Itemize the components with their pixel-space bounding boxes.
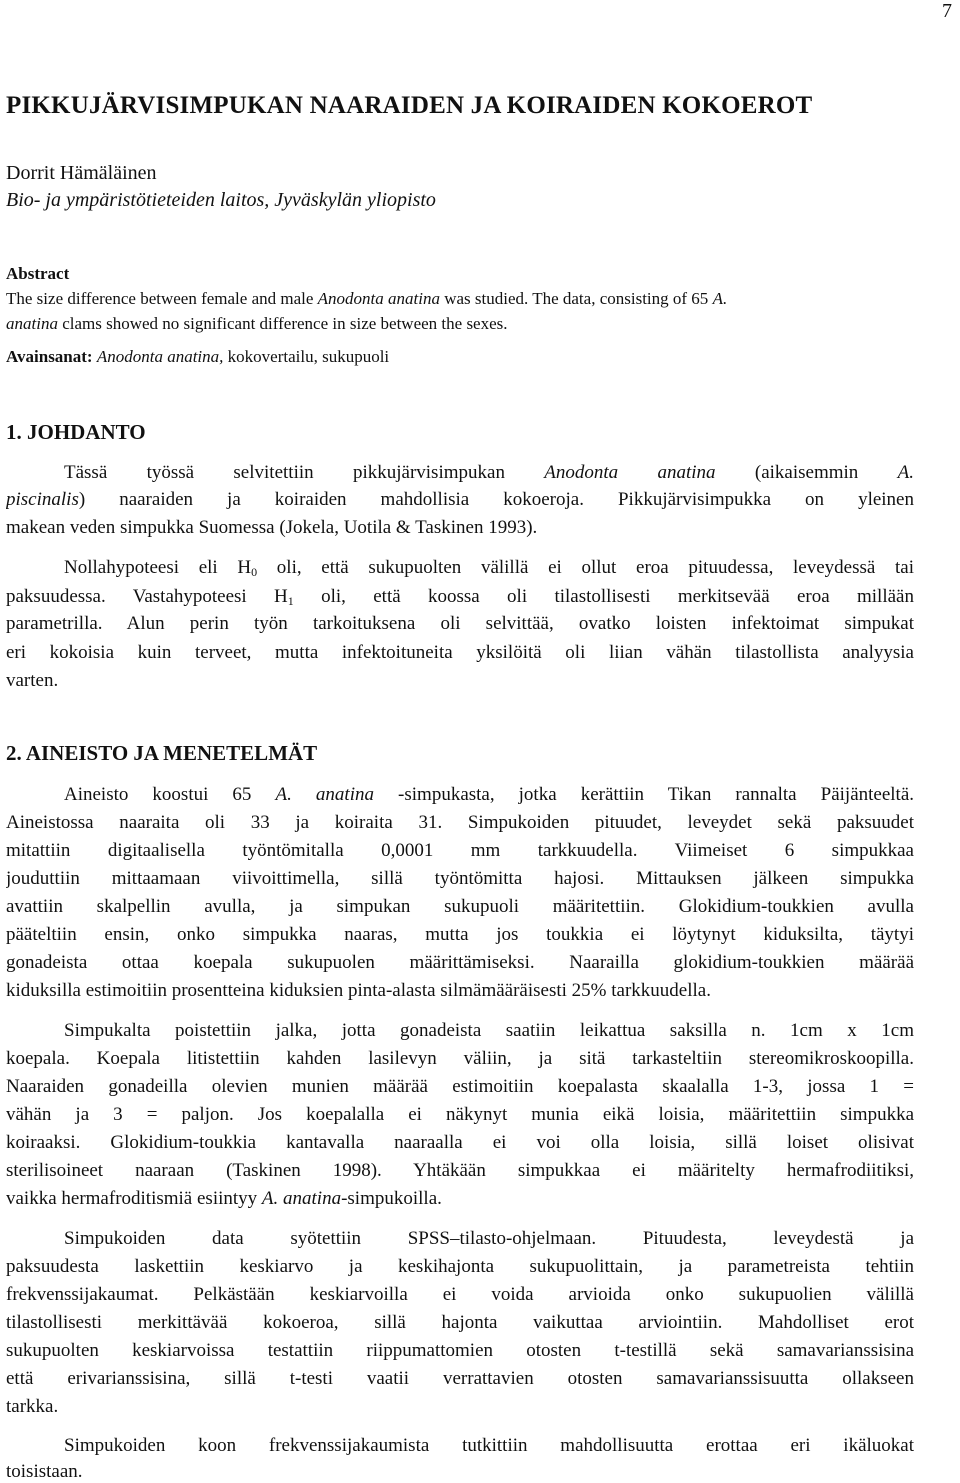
paragraph-line: tarkka. [6,1396,59,1417]
paragraph-line: koepala. Koepala litistettiin kahden lasilevyn väliin, ja sitä tarkasteltiin stereomikroskoopilla. [6,1048,914,1069]
abstract-heading: Abstract [6,264,70,283]
paragraph-line: vaikka hermafroditismiä esiintyy A. anatina-simpukoilla. [6,1188,442,1209]
paragraph-line: tilastollisesti merkittävää kokoeroa, sillä hajonta vaikuttaa arviointiin. Mahdolliset erot [6,1312,914,1333]
page-title: PIKKUJÄRVISIMPUKAN NAARAIDEN JA KOIRAIDEN KOKOEROT [6,92,813,119]
section-heading-materials-methods: 2. AINEISTO JA MENETELMÄT [6,741,318,765]
section-heading-introduction: 1. JOHDANTO [6,420,146,444]
paragraph-line: Simpukoiden koon frekvenssijakaumista tutkittiin mahdollisuutta erottaa eri ikäluokat [64,1435,914,1456]
paragraph-line: sterilisoineet naaraan (Taskinen 1998). Yhtäkään simpukkaa ei määritelty hermafrodiitiksi, [6,1160,914,1181]
author-affiliation: Bio- ja ympäristötieteiden laitos, Jyväskylän yliopisto [6,189,436,211]
paragraph-line: Simpukoiden data syötettiin SPSS–tilasto-ohjelmaan. Pituudesta, leveydestä ja [64,1228,914,1249]
paragraph-line: paksuudesta laskettiin keskiarvo ja keskihajonta sukupuolittain, ja parametreista tehtiin [6,1256,914,1277]
paragraph-line: sukupuolten keskiarvoissa testattiin riippumattomien otosten t-testillä sekä samavarianssisina [6,1340,914,1361]
keywords: Avainsanat: Anodonta anatina, kokovertailu, sukupuoli [6,347,390,366]
paragraph-line: koiraaksi. Glokidium-toukkia kantavalla naaraalla ei voi olla loisia, sillä loiset olisivat [6,1132,914,1153]
paragraph-line: gonadeista ottaa koepala sukupuolen määrittämiseksi. Naarailla glokidium-toukkien määrää [6,952,914,973]
paragraph-line: Aineisto koostui 65 A. anatina -simpukasta, jotka kerättiin Tikan rannalta Päijänteeltä. [64,784,914,805]
paragraph-line: varten. [6,670,59,691]
paragraph-line: toisistaan. [6,1461,83,1482]
paragraph-line: parametrilla. Alun perin työn tarkoituksena oli selvittää, ovatko loisten infektoimat simpukat [6,613,914,634]
page-number: 7 [942,0,952,22]
abstract-line: anatina clams showed no significant difference in size between the sexes. [6,314,508,333]
paragraph-line: kiduksilla estimoitiin prosentteina kiduksien pinta-alasta silmämääräisesti 25% tarkkuudella. [6,980,711,1001]
abstract-line: The size difference between female and male Anodonta anatina was studied. The data, consisting of 65 A. [6,289,728,308]
paragraph-line: Naaraiden gonadeilla olevien munien määrää estimoitiin koepalasta skaalalla 1-3, jossa 1 = [6,1076,914,1097]
paragraph-line: että erivarianssisina, sillä t-testi vaatii verrattavien otosten samavarianssisuutta ollakseen [6,1368,914,1389]
paragraph-line: Aineistossa naaraita oli 33 ja koiraita 31. Simpukoiden pituudet, leveydet sekä paksuudet [6,812,914,833]
paragraph-line: Tässä työssä selvitettiin pikkujärvisimpukan Anodonta anatina (aikaisemmin A. [64,462,914,483]
paragraph-line: Simpukalta poistettiin jalka, jotta gonadeista saatiin leikattua saksilla n. 1cm x 1cm [64,1020,914,1041]
paragraph-line: mitattiin digitaalisella työntömitalla 0,0001 mm tarkkuudella. Viimeiset 6 simpukkaa [6,840,914,861]
paragraph-line: makean veden simpukka Suomessa (Jokela, Uotila & Taskinen 1993). [6,517,538,538]
author-name: Dorrit Hämäläinen [6,162,157,184]
paragraph-line: jouduttiin mittaamaan viivoittimella, sillä työntömitta hajosi. Mittauksen jälkeen simpukka [6,868,914,889]
paragraph-line: Nollahypoteesi eli $H_0$ oli, että sukupuolten välillä ei ollut eroa pituudessa, leveydessä tai [64,557,914,579]
paragraph-line: paksuudessa. Vastahypoteesi $H_1$ oli, että koossa oli tilastollisesti merkitsevää eroa millään [6,586,914,608]
paragraph-line: piscinalis) naaraiden ja koiraiden mahdollisia kokoeroja. Pikkujärvisimpukka on yleinen [6,489,914,510]
paragraph-line: eri kokoisia kuin terveet, mutta infektoituneita yksilöitä oli liian vähän tilastollista analyysia [6,642,914,663]
paragraph-line: vähän ja 3 = paljon. Jos koepalalla ei näkynyt munia eikä loisia, määritettiin simpukka [6,1104,914,1125]
paragraph-line: frekvenssijakaumat. Pelkästään keskiarvoilla ei voida arvioida onko sukupuolien välillä [6,1284,914,1305]
paragraph-line: avattiin skalpellin avulla, ja simpukan sukupuoli määritettiin. Glokidium-toukkien avulla [6,896,914,917]
paragraph-line: pääteltiin ensin, onko simpukka naaras, mutta jos toukkia ei löytynyt kiduksilta, täytyi [6,924,914,945]
